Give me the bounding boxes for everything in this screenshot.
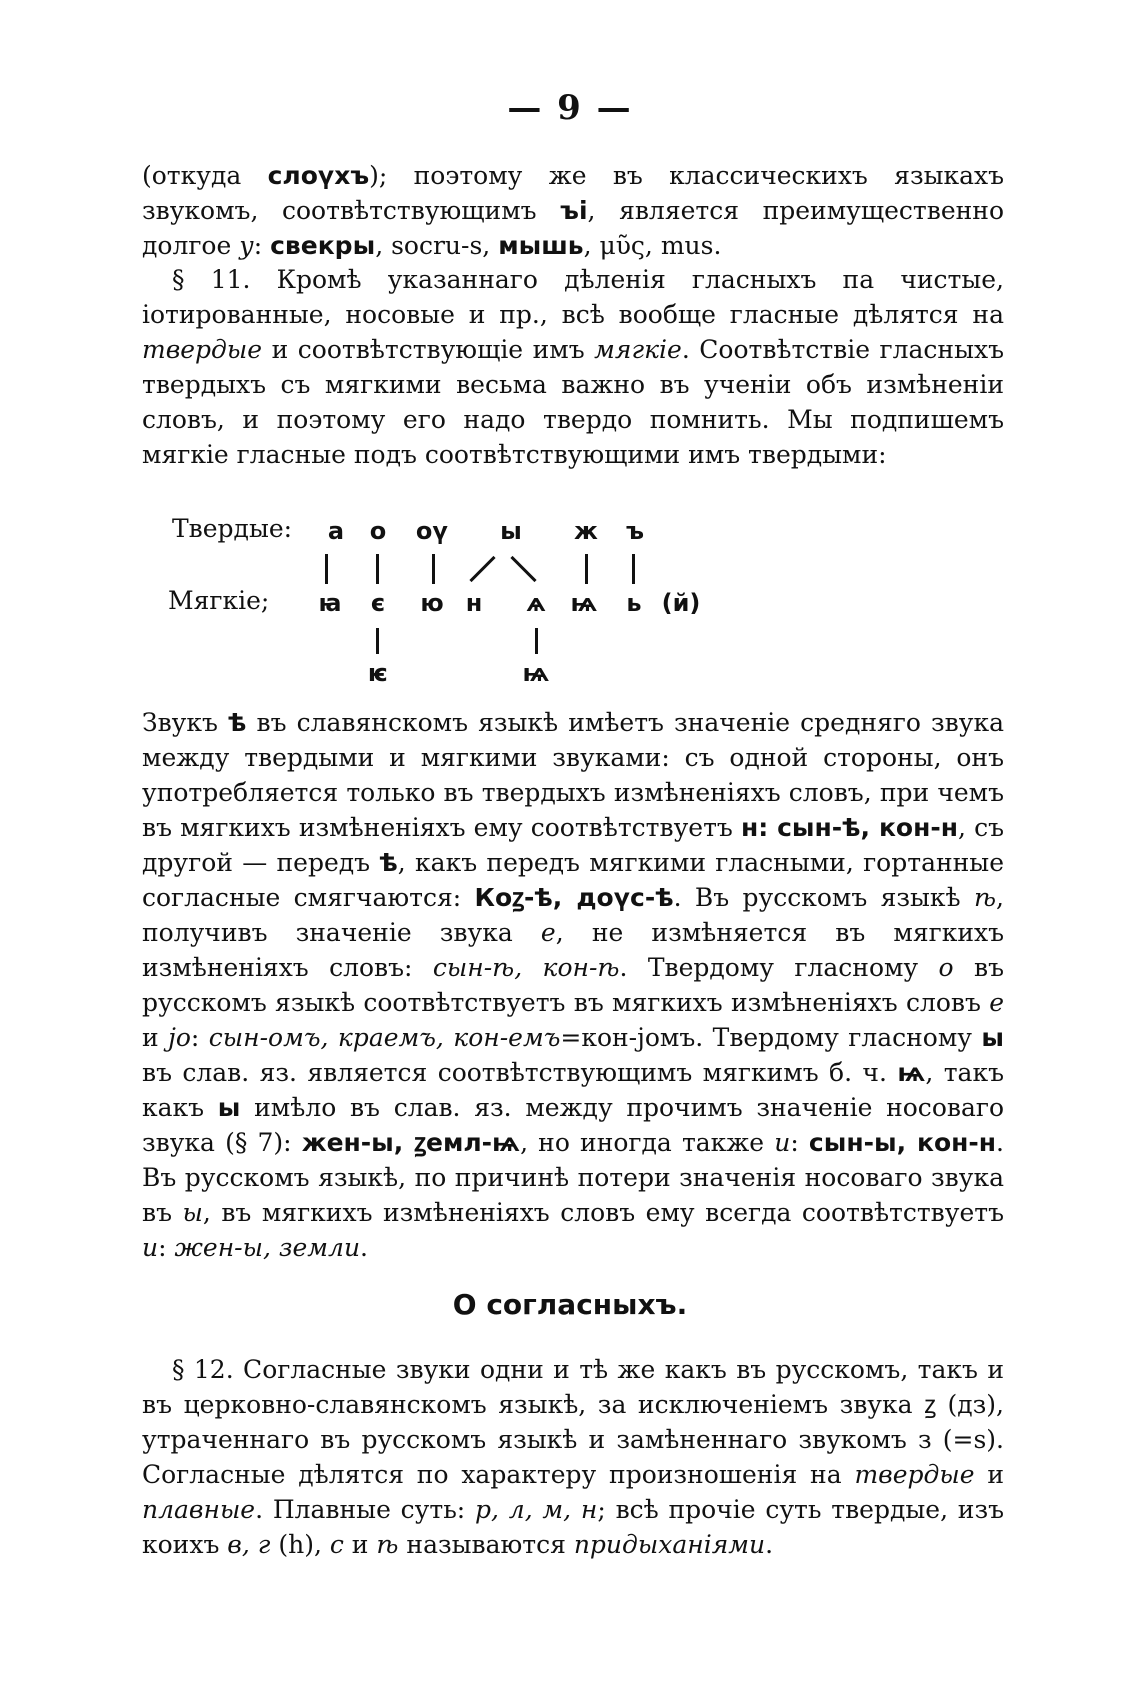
hard-vowel: о — [369, 517, 387, 545]
connector-line — [585, 554, 588, 584]
connector-line — [535, 628, 538, 654]
paragraph-section-12: § 12. Согласные звуки одни и тѣ же какъ въ русскомъ, такъ и въ церковно-славянскомъ языкѣ, за исключеніемъ звука ꙁ (дз), утраченнаго въ русскомъ языкѣ и замѣненнаго звукомъ з (=s). Согласные дѣлятся по характеру произношенія на твердые и плавные. Плавные суть: р, л, м, н; всѣ прочіе суть твердые, изъ коихъ в, г (h), с и ѣ называются придыханіями. — [142, 1355, 1005, 1559]
connector-line — [510, 556, 536, 582]
paragraph-yat: Звукъ ѣ въ славянскомъ языкѣ имѣетъ значеніе средняго звука между твердыми и мягкими звуками: съ одной стороны, онъ употребляется только въ твердыхъ измѣненіяхъ словъ, при чемъ въ мягкихъ измѣненіяхъ ему соотвѣтствуетъ н: сын-ѣ, кон-н, съ другой — передъ ѣ, какъ передъ мягкими гласными, гортанные согласные смягчаются: Коꙁ-ѣ, доүс-ѣ. Въ русскомъ языкѣ ѣ, получивъ значеніе звука е, не измѣняется въ мягкихъ измѣненіяхъ словъ: сын-ѣ, кон-ѣ. Твердому гласному о въ русскомъ языкѣ соотвѣтствуетъ въ мягкихъ измѣненіяхъ словъ е и jо: сын-омъ, краемъ, кон-емъ=кон-jомъ. Твердому гласному ы въ слав. яз. является соотвѣтствующимъ мягкимъ б. ч. ѩ, такъ какъ ы имѣло въ слав. яз. между прочимъ значеніе носоваго звука (§ 7): жен-ы, ꙁемл-ѩ, но иногда также и: сын-ы, кон-н. Въ русскомъ языкѣ, по причинѣ потери значенія носоваго звука въ ы, въ мягкихъ измѣненіяхъ словъ ему всегда соотвѣтствуетъ и: жен-ы, земли. — [142, 708, 1005, 1262]
paragraph-section-11: § 11. Кромѣ указаннаго дѣленія гласныхъ па чистые, іотированные, носовые и пр., всѣ вообще гласные дѣлятся на твердые и соотвѣтствующіе имъ мягкіе. Соотвѣтствіе гласныхъ твердыхъ съ мягкими весьма важно въ ученіи объ измѣненіи словъ, и поэтому его надо твердо помнить. Мы подпишемъ мягкіе гласные подъ соотвѣтствующими имъ твердыми: — [142, 265, 1004, 469]
hard-vowel: оү — [415, 517, 449, 545]
connector-line — [432, 554, 435, 584]
paragraph-1: (откуда слоүхъ); поэтому же въ классическихъ языкахъ звукомъ, соотвѣтствующимъ ъі, является преимущественно долгое у: свекры, socru-s, мышь, μῦς, mus. — [142, 161, 1005, 260]
connector-line — [376, 628, 379, 654]
hard-vowel: ъ — [625, 517, 645, 545]
connector-line — [632, 554, 635, 584]
hard-vowel: ж — [574, 517, 598, 545]
page-number: — 9 — — [507, 88, 633, 128]
extra-soft-vowel: ѩ — [522, 659, 550, 687]
hard-vowel: а — [327, 517, 345, 545]
soft-vowel: ю — [420, 589, 444, 617]
hard-vowel: ы — [500, 517, 522, 545]
connector-line — [469, 556, 495, 582]
section-heading: О согласныхъ. — [452, 1288, 688, 1321]
soft-vowel: ь — [626, 589, 642, 617]
soft-vowel: є — [370, 589, 386, 617]
connector-line — [376, 554, 379, 584]
extra-soft-vowel: ѥ — [367, 659, 389, 687]
soft-vowel: ꙗ — [318, 589, 342, 617]
soft-vowel: н — [465, 589, 483, 617]
connector-line — [325, 554, 328, 584]
soft-vowels-label: Мягкіе; — [168, 586, 270, 615]
hard-vowels-label: Твердые: — [172, 514, 293, 543]
soft-vowel: ѧ — [526, 589, 546, 617]
soft-vowel: ѩ — [570, 589, 598, 617]
soft-vowel: (й) — [661, 589, 701, 617]
